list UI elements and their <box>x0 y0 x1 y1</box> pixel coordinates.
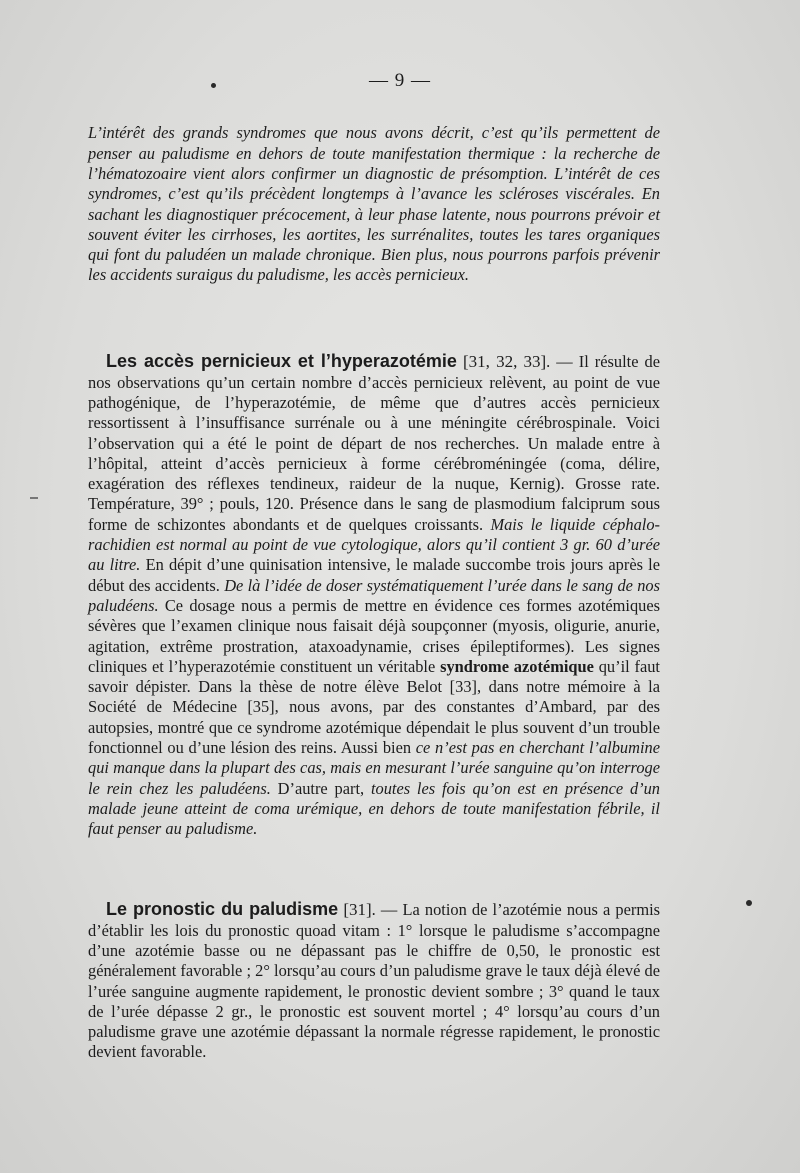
margin-mark <box>30 497 38 499</box>
section-references: [31] <box>343 900 372 920</box>
emphasis-text: De là l’idée de doser systématiquement l’urée dans le sang de nos paludéens. <box>88 575 660 615</box>
body-text: D’autre part, <box>270 778 371 798</box>
body-text: . — La notion de l’azotémie nous a permis d’établir les lois du pronostic quoad vitam : 1° lorsque le paludisme s’accompagne d’une azotémie basse ou ne dépassant pas le chiffre de 0,50, le pronostic est généralement favorable ; 2° lorsqu’au cours d’un paludisme grave le taux déjà élevé de l’urée sanguine augmente rapidement, le pronostic devient sombre ; 3° quand le taux de l’urée dépasse 2 gr., le pronostic est souvent mortel ; 4° lorsqu’au cours d’un paludisme grave une azotémie dépassant la normale régresse rapidement, le pronostic devient favorable. <box>88 900 660 1062</box>
emphasis-text: Mais le liquide céphalo-rachidien est normal au point de vue cytologique, alors qu’il contient 3 gr. 60 d’urée au litre. <box>88 514 660 575</box>
body-text: qu’il faut savoir dépister. Dans la thèse de notre élève Belot [33], dans notre mémoire à la Société de Médecine [35], nous avons, par des constantes d’Ambard, par des autopsies, montré que ce syndrome azotémique dépendait le plus souvent d’un trouble fonctionnel ou d’une lésion des reins. Aussi bien <box>88 656 660 758</box>
section-hyperazotemie <box>88 351 660 839</box>
section-references: [31, 32, 33] <box>462 352 547 372</box>
intro-paragraph: L’intérêt des grands syndromes que nous avons décrit, c’est qu’ils permettent de penser au paludisme en dehors de toute manifestation thermique : la recherche de l’hématozoaire vient alors confirmer un diagnostic de présomption. L’intérêt de ces syndromes, c’est qu’ils précèdent longtemps à l’avance les scléroses viscérales. En sachant les diagnostiquer précocement, à leur phase latente, nous pourrons prévoir et souvent éviter les cirrhoses, les aortites, les surrénalites, toutes les tares organiques qui font du paludéen un malade chronique. Bien plus, nous pourrons parfois prévenir les accidents suraigus du paludisme, les accès pernicieux. <box>88 123 660 285</box>
bold-term: syndrome azotémique <box>440 656 594 676</box>
section-heading: Les accès pernicieux et l’hyperazotémie <box>106 351 457 372</box>
page-number: — 9 — <box>369 70 431 91</box>
ink-speck <box>746 900 752 906</box>
body-text: Ce dosage nous a permis de mettre en évidence ces formes azotémiques sévères que l’examen clinique nous faisait déjà soupçonner (myosis, oligurie, anurie, agitation, extrême prostration, ataxoadynamie, crises épileptiformes). Les signes cliniques et l’hyperazotémie constituent un véritable <box>88 595 660 676</box>
emphasis-text: ce n’est pas en cherchant l’albumine qui manque dans la plupart des cas, mais en mesurant l’urée sanguine qu’on interroge le rein chez les paludéens. <box>88 738 660 798</box>
body-text: . — Il résulte de nos observations qu’un certain nombre d’accès pernicieux relèvent, au point de vue pathogénique, de l’hyperazotémie, de même que d’autres accès pernicieux ressortissent à l’insuffisance surrénale ou à une méningite cérébrospinale. Voici l’observation qui a été le point de départ de nos recherches. Un malade entre à l’hôpital, atteint d’accès pernicieux à forme cérébroméningée (coma, délire, exagération des réflexes tendineux, raideur de la nuque, Kernig). Grosse rate. Température, 39° ; pouls, 120. Présence dans le sang de plasmodium falciprum sous forme de schizontes abondants et de quelques croissants. <box>88 352 660 534</box>
section-pronostic <box>88 899 660 1062</box>
body-text: En dépit d’une quinisation intensive, le malade succombe trois jours après le début des accidents. <box>88 555 660 595</box>
section-heading: Le pronostic du paludisme <box>106 899 339 920</box>
emphasis-text: toutes les fois qu’on est en présence d’un malade jeune atteint de coma urémique, en dehors de toute manifestation fébrile, il faut penser au paludisme. <box>88 778 660 839</box>
